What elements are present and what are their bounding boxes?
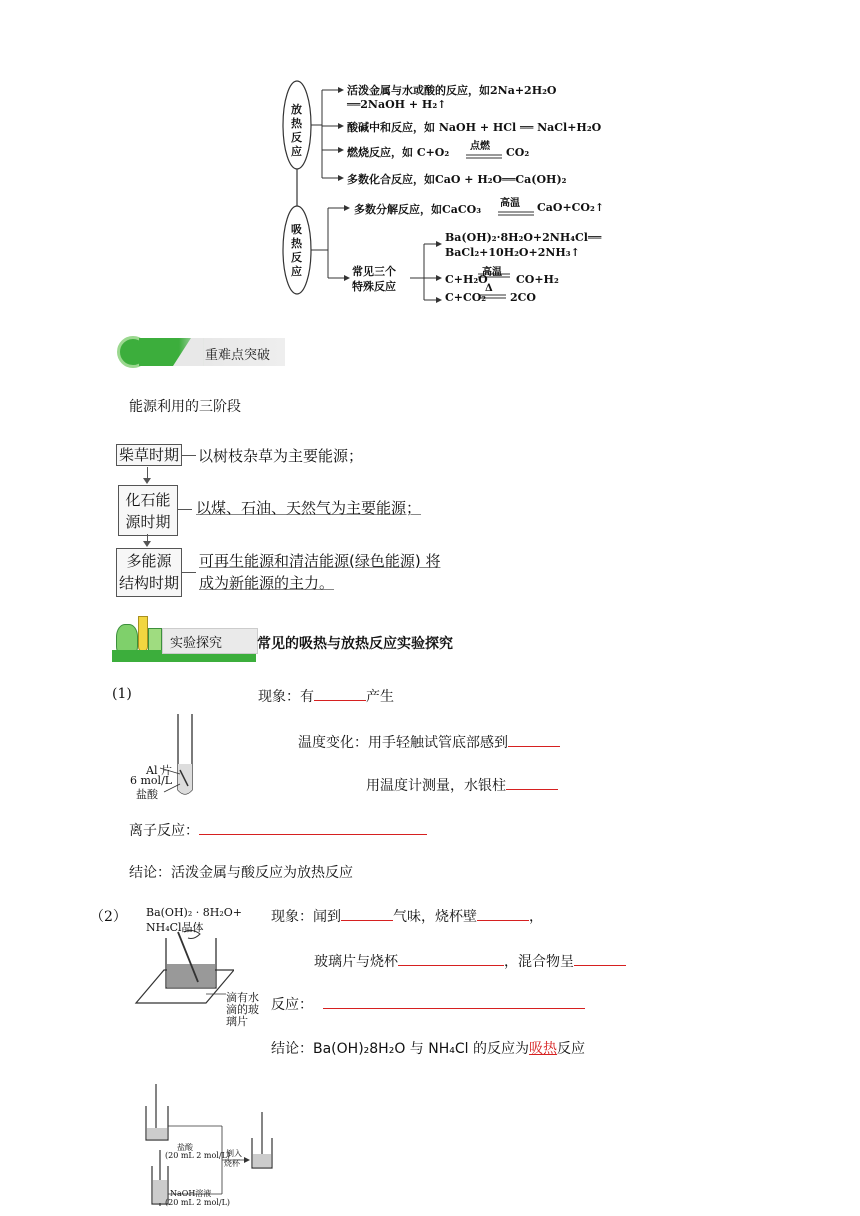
exp2-smell-tail: 气味，烧杯壁 <box>393 909 477 925</box>
exp2-reaction <box>271 994 585 1014</box>
exp2-phenomenon-label: 现象：闻到 <box>271 909 341 925</box>
stage-desc-fossil: 以煤、石油、天然气为主要能源； <box>196 499 422 517</box>
exp3-label-acid-conc: (20 mL 2 mol/L) <box>165 1151 231 1160</box>
special-item-baoh2-product: BaCl₂+10H₂O+2NH₃↑ <box>445 246 580 259</box>
exp3-label-naoh: NaOH溶液 <box>170 1189 212 1198</box>
down-arrow-head-icon <box>143 541 151 547</box>
stage-box-firewood: 柴草时期 <box>116 444 182 466</box>
exp2-reaction-label: 反应： <box>271 997 313 1013</box>
exo-item-metal-water: 活泼金属与水或酸的反应，如2Na+2H₂O <box>347 84 557 97</box>
exo-item-combustion-product: CO₂ <box>506 146 530 159</box>
exp2-conclusion-post: 反应 <box>556 1041 585 1057</box>
exp2-glass-label: 玻璃片与烧杯 <box>314 954 398 970</box>
banner-title: 重难点突破 <box>205 348 271 363</box>
stage-desc-firewood: 以树枝杂草为主要能源； <box>198 447 364 465</box>
exp2-conclusion-pre: 结论：Ba(OH)₂8H₂O 与 NH₄Cl 的反应为 <box>271 1041 529 1057</box>
exo-item-combination: 多数化合反应，如CaO + H₂O══Ca(OH)₂ <box>347 173 567 186</box>
endo-item-decomposition-product: CaO+CO₂↑ <box>537 201 605 214</box>
exp2-label-glass-1: 滴有水 <box>226 991 259 1004</box>
high-temp-condition-1: 高温 <box>500 198 520 209</box>
exp2-label-glass-2: 滴的玻 <box>226 1003 259 1016</box>
test-tube-icon <box>138 616 148 652</box>
exp2-phenomenon <box>271 906 543 926</box>
banner-title: 实验探究 <box>170 636 223 651</box>
exp2-glass-blank[interactable] <box>398 951 504 966</box>
exp1-ionic <box>129 820 427 840</box>
special-item-water-gas-product: CO+H₂ <box>516 273 559 286</box>
exp2-number: （2） <box>90 909 127 925</box>
exp2-comma: ， <box>529 909 543 925</box>
special-reactions-label: 常见三个 特殊反应 <box>352 265 396 293</box>
section-banner-key-points <box>117 336 285 368</box>
exo-item-metal-water-product: ══2NaOH + H₂↑ <box>347 98 447 111</box>
stage-connector <box>178 509 192 510</box>
stage-connector <box>182 572 196 573</box>
exp1-phenomenon-tail: 产生 <box>366 689 394 705</box>
exo-item-neutralization: 酸碱中和反应，如 NaOH + HCl ══ NaCl+H₂O <box>347 121 602 134</box>
section-banner-experiment <box>112 614 256 662</box>
exp3-label-acid: 盐酸 <box>177 1143 193 1152</box>
special-item-baoh2: Ba(OH)₂·8H₂O+2NH₄Cl══ <box>445 231 602 244</box>
exp2-reaction-blank[interactable] <box>323 994 585 1009</box>
exo-item-combustion: 燃烧反应，如 C+O₂ <box>347 146 450 159</box>
experiment-section-title: 常见的吸热与放热反应实验探究 <box>257 636 453 652</box>
exp1-ionic-label: 离子反应： <box>129 823 199 839</box>
exp1-temp-blank[interactable] <box>508 732 560 747</box>
exp2-label-glass-3: 璃片 <box>226 1015 248 1028</box>
exp1-number: (1) <box>112 686 132 702</box>
special-item-water-gas: C+H₂O <box>445 273 488 286</box>
exp1-temp-change <box>298 732 560 752</box>
exp1-phenomenon <box>258 686 394 706</box>
exp1-label-conc: 6 mol/L <box>130 774 173 787</box>
endo-item-decomposition: 多数分解反应，如CaCO₃ <box>354 203 482 216</box>
exp1-ionic-blank[interactable] <box>199 820 427 835</box>
exp1-conclusion: 结论：活泼金属与酸反应为放热反应 <box>129 865 353 881</box>
endo-label: 吸 热 反 应 <box>291 223 302 278</box>
exp1-thermometer <box>366 775 558 795</box>
exp2-smell-blank[interactable] <box>341 906 393 921</box>
exp2-glass <box>314 951 626 971</box>
exp3-label-pour: 倒入 <box>226 1149 242 1158</box>
exp1-label-al: Al 片 <box>146 764 172 777</box>
exp1-thermo-label: 用温度计测量，水银柱 <box>366 778 506 794</box>
exp2-conclusion <box>271 1038 585 1058</box>
special-item-co2: C+CO₂ <box>445 291 487 304</box>
exp2-conclusion-key: 吸热 <box>528 1041 557 1057</box>
exp2-label-nh4cl: NH₄Cl晶体 <box>146 921 204 934</box>
exp1-gas-blank[interactable] <box>314 686 366 701</box>
ignite-condition: 点燃 <box>470 141 490 152</box>
stage-connector <box>182 455 196 456</box>
beaker-icon <box>148 628 162 652</box>
exp1-thermo-blank[interactable] <box>506 775 558 790</box>
exp1-phenomenon-label: 现象：有 <box>258 689 314 705</box>
energy-stages-subtitle: 能源利用的三阶段 <box>129 399 241 415</box>
high-temp-condition-2: 高温 <box>482 267 502 278</box>
exp3-label-beaker: 烧杯 <box>224 1159 240 1168</box>
exp1-label-acid: 盐酸 <box>136 788 158 801</box>
stage-box-multi: 多能源 结构时期 <box>116 548 182 597</box>
exp3-label-naoh-conc: (20 mL 2 mol/L) <box>165 1198 231 1207</box>
exo-label: 放 热 反 应 <box>291 103 302 158</box>
stage-desc-multi: 可再生能源和清洁能源(绿色能源) 将 成为新能源的主力。 <box>199 552 441 592</box>
down-arrow-head-icon <box>143 478 151 484</box>
exp1-temp-label: 温度变化：用手轻触试管底部感到 <box>298 735 508 751</box>
special-item-co2-product: 2CO <box>510 291 536 304</box>
exp2-mixture-blank[interactable] <box>574 951 626 966</box>
heat-condition: Δ <box>485 283 493 294</box>
exp2-label-baoh2: Ba(OH)₂ · 8H₂O+ <box>146 906 242 919</box>
exp2-mixture-label: ，混合物呈 <box>504 954 574 970</box>
stage-box-fossil: 化石能 源时期 <box>118 485 178 536</box>
exp2-wall-blank[interactable] <box>477 906 529 921</box>
